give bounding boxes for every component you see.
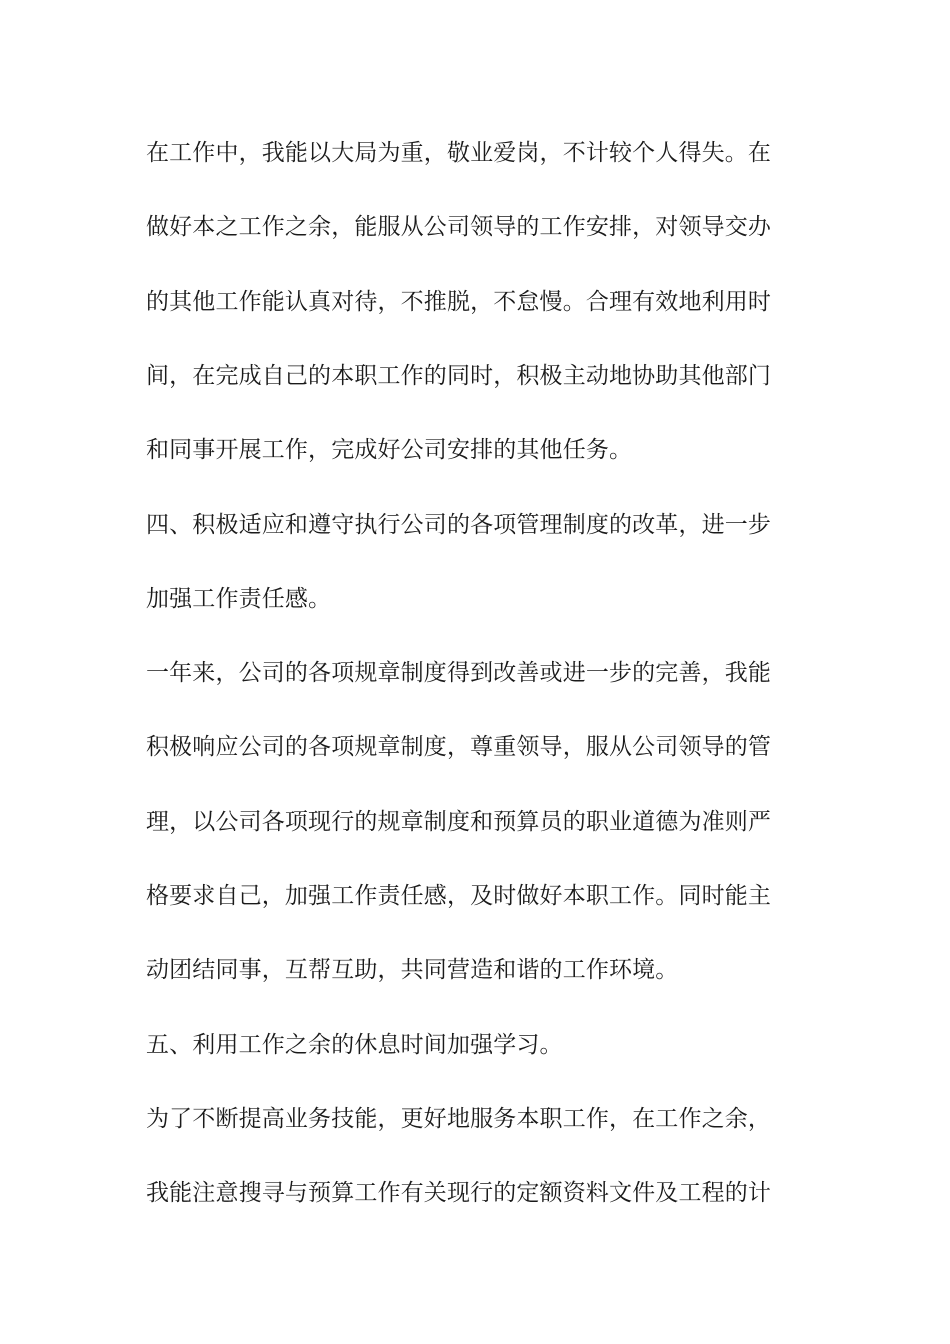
paragraph-line: 一年来，公司的各项规章制度得到改善或进一步的完善，我能 [146,660,772,686]
paragraph-line: 我能注意搜寻与预算工作有关现行的定额资料文件及工程的计 [146,1180,772,1206]
section-heading-line: 五、利用工作之余的休息时间加强学习。 [146,1032,563,1058]
paragraph-line: 格要求自己，加强工作责任感，及时做好本职工作。同时能主 [146,883,772,909]
paragraph-line: 在工作中，我能以大局为重，敬业爱岗，不计较个人得失。在 [146,140,772,166]
section-heading-line: 加强工作责任感。 [146,586,332,612]
paragraph-line: 做好本之工作之余，能服从公司领导的工作安排，对领导交办 [146,214,772,240]
paragraph-line: 的其他工作能认真对待，不推脱，不怠慢。合理有效地利用时 [146,289,772,315]
paragraph-line: 和同事开展工作，完成好公司安排的其他任务。 [146,437,633,463]
paragraph-line: 积极响应公司的各项规章制度，尊重领导，服从公司领导的管 [146,734,772,760]
paragraph-line: 为了不断提高业务技能，更好地服务本职工作，在工作之余， [146,1106,772,1132]
paragraph-line: 间，在完成自己的本职工作的同时，积极主动地协助其他部门 [146,363,772,389]
paragraph-line: 理，以公司各项现行的规章制度和预算员的职业道德为准则严 [146,809,772,835]
paragraph-line: 动团结同事，互帮互助，共同营造和谐的工作环境。 [146,957,679,983]
section-heading-line: 四、积极适应和遵守执行公司的各项管理制度的改革，进一步 [146,512,772,538]
